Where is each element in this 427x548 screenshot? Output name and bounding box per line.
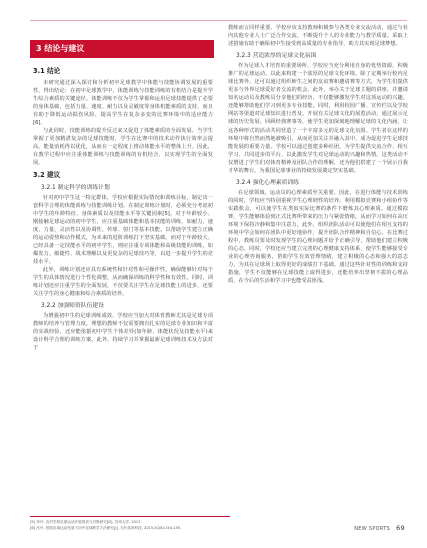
heading-3-2-4: 3.2.4 强化心理素质训练: [236, 179, 299, 186]
right-column: [228, 24, 408, 285]
reference-item: [6] 冯丹. 校园足球运动发展下初中足球教学方法研究[J]. 当代体育科技, 2015,5(28):154-155.: [30, 526, 182, 530]
page-number: 69: [396, 524, 405, 532]
paragraph: 此外，训练计划还应具有系统性和针对性和可操作性。确保能够针对每个学生的具体情况进行个性化调整，从而确保训练的科学性和有效性。同时，训练计划还应注重学生的全面发展，不仅要关注学生在足球技能上的进步，还要关注学生的身心健康和综合素质的培养。: [33, 266, 213, 298]
heading-3-2-3: 3.2.3 营造浓厚的足球文化氛围: [236, 53, 317, 60]
paragraph: 在足球领域，运动员的心理素质至关重要。因此，在进行体能与技术训练的同时，学校应当特别重视学生心理韧性的培养。利用模拟竞赛和小组协作等实践机会，可以使学生在类似实际比赛的条件下磨炼其心理素质。通过模拟赛，学生能够体验到正式比赛所带来的压力与紧张情绪，从而学习如何在高压环境下保持冷静和集中注意力。此外，组织团队活动可以使他们在相互支持的环境中学会如何在团队中更好地协作，提升团队合作精神和自信心。在比赛过程中，教练员要及时发现学生的心理问题并给予正确引导，帮助他们建立积极的心态。同时，学校还应当建立完善的心理健康支持体系，使学生能够接受专业的心理咨询服务，帮助学生有效管理情绪，建立积极的心态和强大的意志力，为其在足球场上取得更好的成绩打下基础。通过这些针对性的训练和支持措施，学生不仅能够在足球技能上取得进步，还能培养出坚韧不拔的心理品质，在今后的生活和学习中也能受益匪浅。: [228, 189, 408, 285]
journal-name: NEW SPORTS: [354, 526, 391, 532]
heading-3-2-2: 3.2.2 加强师资队伍建设: [41, 303, 104, 310]
paragraph: 教练而言同样重要。学校应该支持教师积极参与各类专业交流活动，通过与业内其他专业人士广泛合作交流，不断提升个人的专业能力与教学质量。采取上述措施有助于确保初中生接受到高质量的专业指导，助力其实现足球梦想。: [228, 25, 408, 48]
references: [30, 516, 230, 531]
paragraph: 作为足球人才培育的重要场所，学校应当充分利用自身的优势资源，积极推广的足球运动，以此来构建一个浓厚的足球文化环境。除了定期举行校内足球比赛外，还可以通过组织师生之间的友谊赛和邀请赛等方式，为学生们提供更多与外界足球爱好者交流的机会。此外，举办关于足球主题的讲座，并邀请知名运动员及教练员分享他们的经历，不仅能够激发学生对这项运动的兴趣，还能够帮助他们学习到更多专业技能。同时，利用校园广播、宣传栏以及学校网站等渠道对足球知识进行普及，开展有关足球文化的展览活动，通过展示足球的历史发展、回顾经典赛事等，使学生更加深刻地理解足球的文化内涵，让这各种形式的活动共同营造了一个丰富多元的足球文化氛围。学生者在这样的环境中将自然而然地被吸引，从而更加关注并融入其中，成为促进学生足球技能发展的重要力量。学校可以通过创建多种社团，为学生提供交流合作、相互学习、共同进步的平台，以此激发学生对足球运动的兴趣和热情。这类活动不仅增进了学生们对体育精神及团队合作的理解，还为他们搭建了一个展示自我才华的舞台，为我国足球事业的持续发展奠定坚实基础。: [228, 63, 408, 174]
heading-3-2: 3.2 建议: [33, 170, 61, 179]
paragraph: 针对初中学生这一特定群体，学校应根据实际情况和训练目标，制定出一套科学合理的体能训练与技能训练计划。在制定训练计划时，必须充分考虑初中学生的年龄特征、身体素质以及技能水平等关键因素[5]。对于年龄较小、刚接触足球运动的初中学生，应注重基础体能和基本技能的训练，如耐力、速度、力量、灵活性以及协调性、传球、射门等基本技能。以帮助学生建立正确的运动姿势和动作模式，为未来的进阶训练打下坚实基础。而对于年龄较大、已经具备一定技能水平的初中学生，则应注重专项体能和高级技能的训练，如爆发力、敏捷性、战术理解以及更复杂的足球技巧等，以进一步提升学生的竞技水平。: [33, 194, 213, 265]
section-heading-bar: 3 结论与建议: [30, 40, 214, 58]
paragraph: 本研究通过深入探讨和分析初中足球教学中体能与技能协调发展的重要性，得出结论：在初中足球教学中，体能训练与技能训练的有机结合是提升学生综合素质的关键途径。体能训练不仅为学生掌握和运用足球技能提供了必要的身体基础，包括力量、速度、耐力以及灵敏度等身体机能素质的支持，而且有助于降低运动损伤风险，提高学生在复杂多变的比赛环境中的适应能力[6]。: [33, 80, 213, 127]
heading-3-2-1: 3.2.1 制定科学的训练计划: [41, 184, 110, 191]
header-rule: [30, 20, 407, 21]
heading-3-1: 3.1 结论: [33, 67, 61, 75]
paragraph: 与此同时，技能训练的提升反过来又促进了体能素质的全面发展。当学生掌握了更加精湛复杂的足球技能时，学生在比赛中的技术动作执行效率会提高，能量消耗得以优化，从而在一定程度上推动体能水平的整体上升。因此，在教学过程中应注重体能训练与技能训练的有机结合，以实现学生的全面发展。: [33, 128, 213, 167]
left-column: [33, 64, 213, 352]
reference-item: [5] 李丹. 农村学校足球运动开展现状与对策研究[D]. 苏州大学, 2017.: [30, 520, 142, 524]
paragraph: 为增强初中生的足球训练成效，学校应当加大对体育教师尤其是足球专项教师的培养与管理力度。理想的教师不仅需要拥有扎实的足球专业知识和丰富的实战经验，还应能依据初中学生个体差异(如年龄、体能状况及技能水平)来设计科学合理的训练方案。此外，持续学习并掌握最新足球训练技术及方法对于: [33, 313, 213, 352]
page-footer: [354, 524, 405, 532]
